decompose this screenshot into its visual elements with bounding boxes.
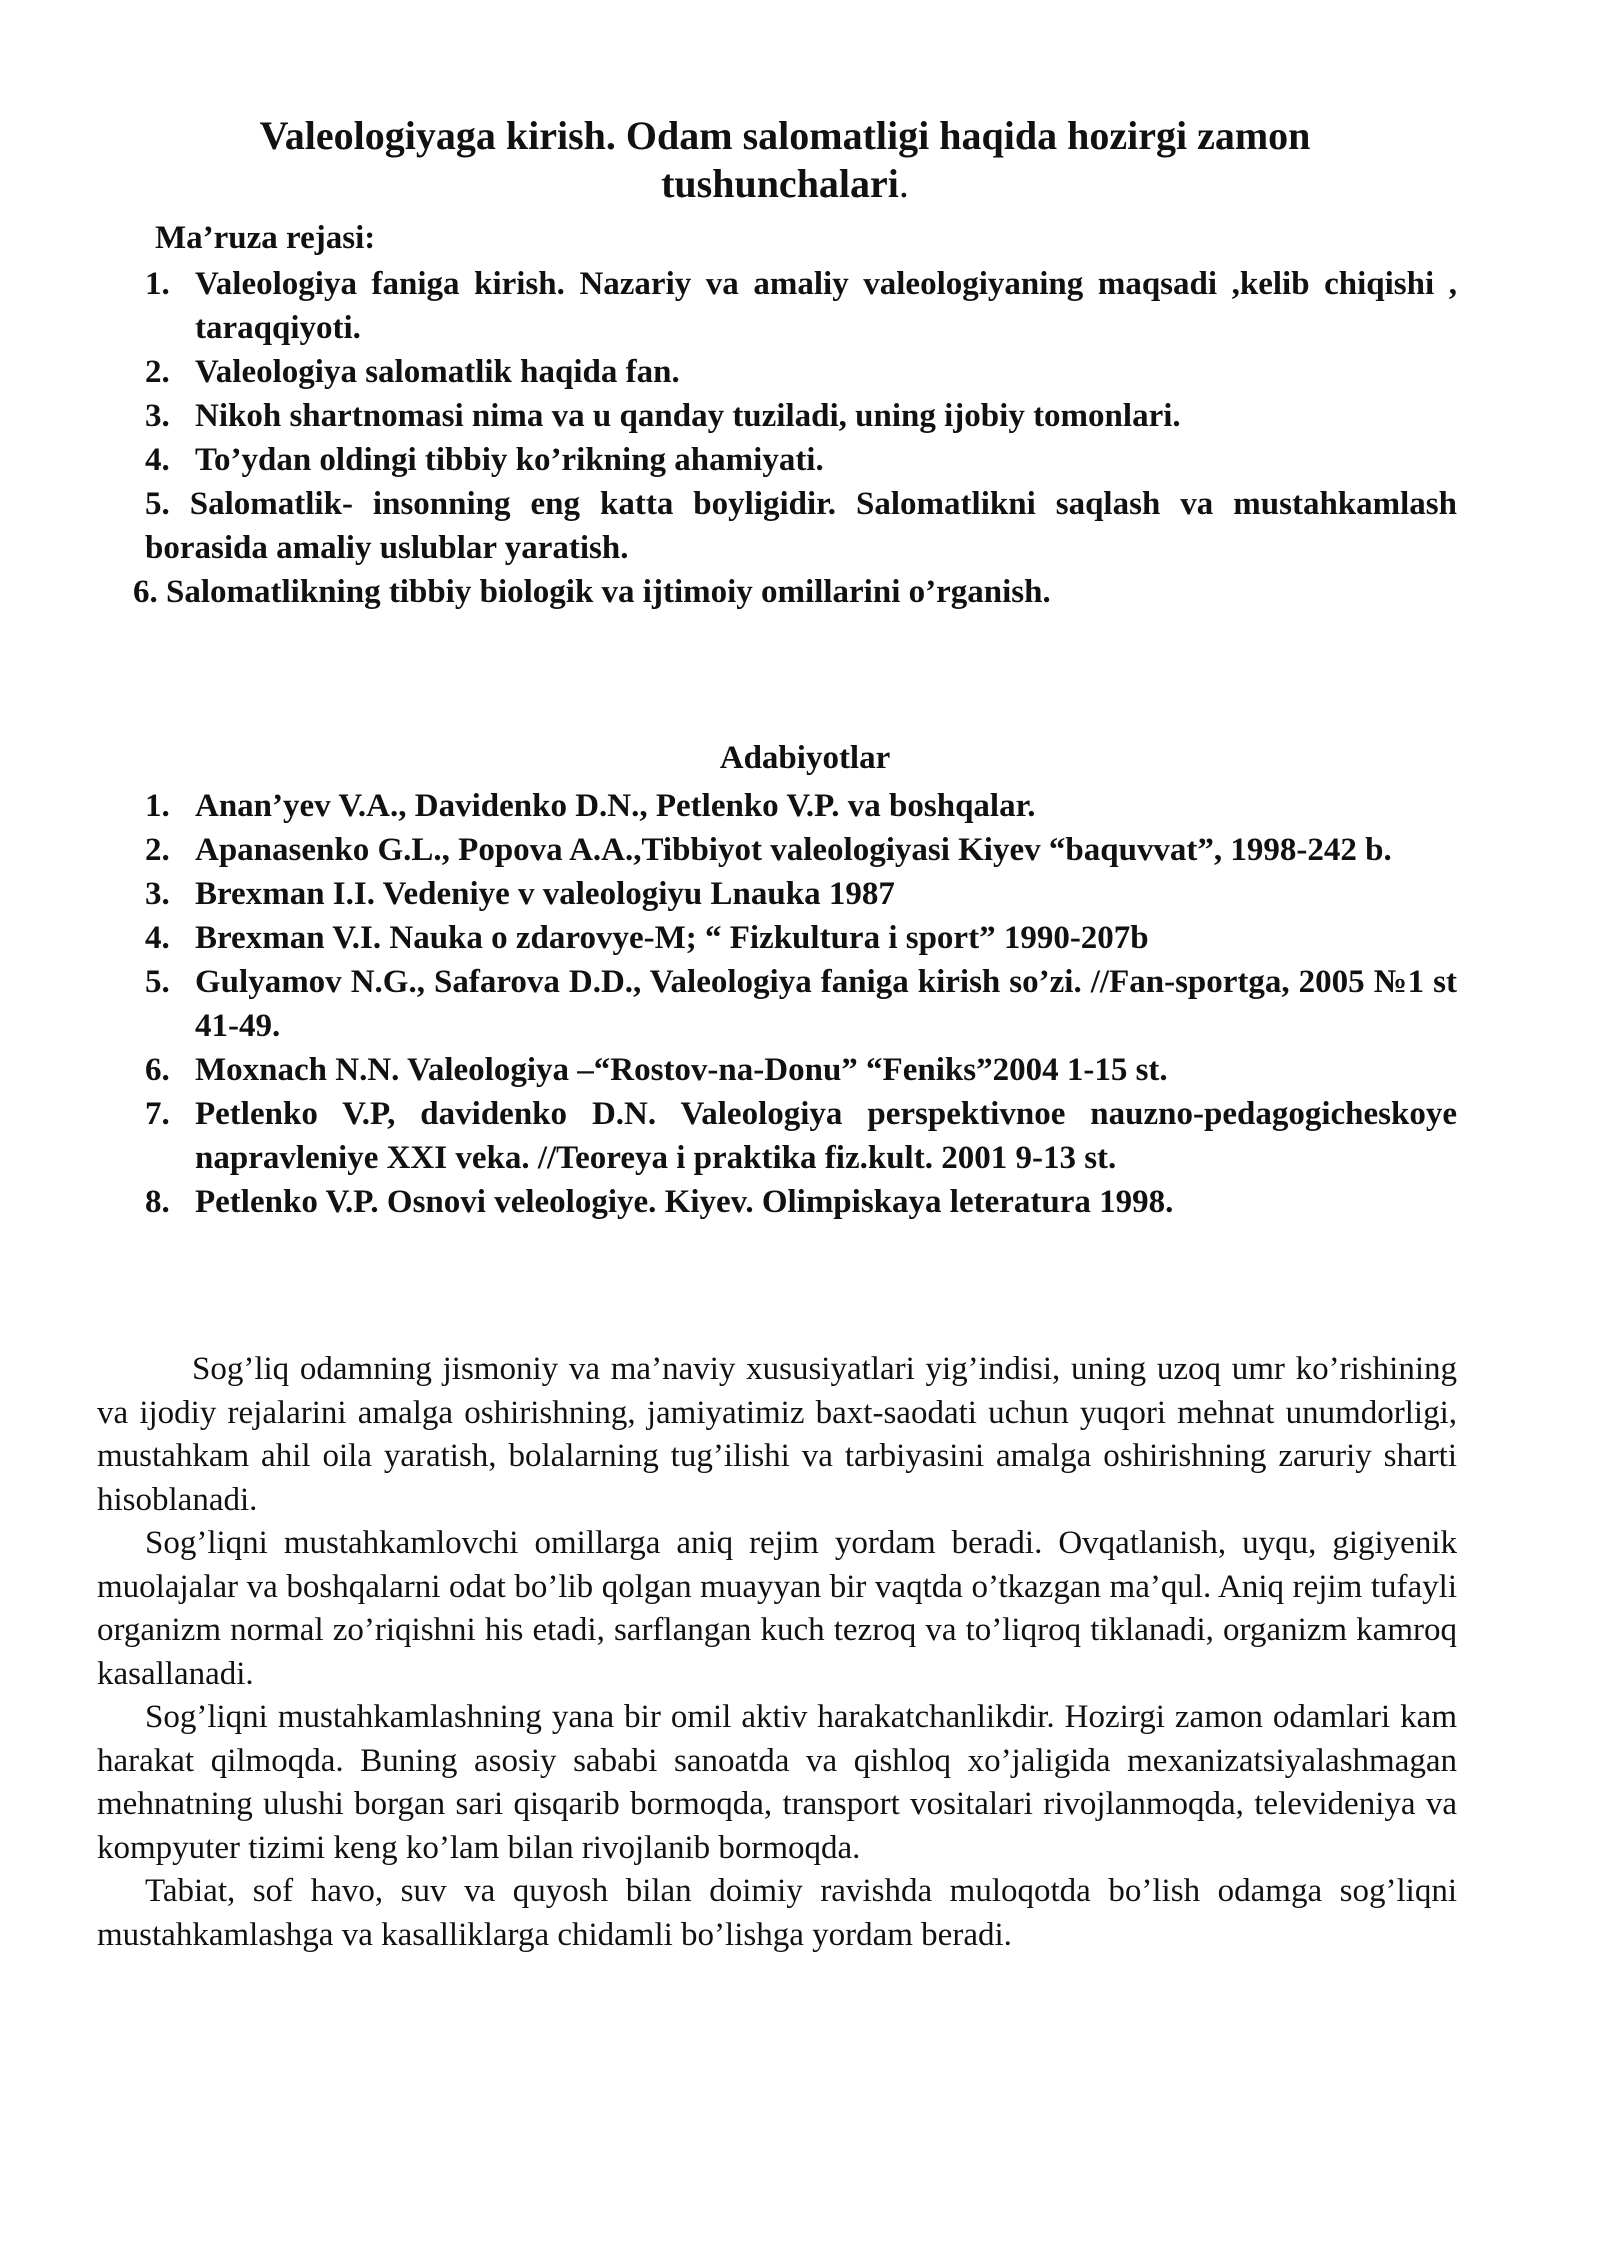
lecture-plan-heading: Ma’ruza rejasi: [155,220,376,256]
document-title [190,112,1380,208]
list-number: 4. [145,920,170,956]
list-number: 1. [145,266,170,302]
list-item [145,916,1457,960]
literature-heading: Adabiyotlar [719,740,891,776]
list-number: 7. [145,1096,170,1132]
list-item [133,570,1457,614]
list-item-text: To’ydan oldingi tibbiy ko’rikning ahamiyati. [195,442,824,478]
list-number: 1. [145,788,170,824]
body-text [97,1348,1457,1957]
list-item-text: Apanasenko G.L., Popova A.A.,Tibbiyot valeologiyasi Kiyev “baquvvat”, 1998-242 b. [195,832,1392,868]
literature-list [145,784,1457,1224]
lecture-plan-list [133,262,1458,614]
list-item [145,394,1457,438]
list-number: 3. [145,398,170,434]
list-item [145,350,1457,394]
list-item-text: Brexman I.I. Vedeniye v valeologiyu Lnauka 1987 [195,876,895,912]
list-item-text: Petlenko V.P, davidenko D.N. Valeologiya perspektivnoe nauzno-pedagogicheskoye napravleniye XXI veka. //Teoreya i praktika fiz.kult. 2001 9-13 st. [195,1096,1457,1176]
list-item [145,1180,1457,1224]
paragraph: Sog’liqni mustahkamlovchi omillarga aniq rejim yordam beradi. Ovqatlanish, uyqu, gigiyenik muolajalar va boshqalarni odat bo’lib qolgan muayyan bir vaqtda o’tkazgan ma’qul. Aniq rejim tufayli organizm normal zo’riqishni his etadi, sarflangan kuch tezroq va to’liqroq tiklanadi, organizm kamroq kasallanadi. [97,1525,1457,1692]
list-item [145,872,1457,916]
list-item-text: Nikoh shartnomasi nima va u qanday tuziladi, uning ijobiy tomonlari. [195,398,1181,434]
list-item-text: Moxnach N.N. Valeologiya –“Rostov-na-Donu” “Feniks”2004 1-15 st. [195,1052,1168,1088]
list-number: 6. [145,1052,170,1088]
list-number: 8. [145,1184,170,1220]
list-item-text: Anan’yev V.A., Davidenko D.N., Petlenko V.P. va boshqalar. [195,788,1036,824]
list-number: 5. [145,964,170,1000]
list-item [145,828,1457,872]
list-item-text: Petlenko V.P. Osnovi veleologiye. Kiyev. Olimpiskaya leteratura 1998. [195,1184,1174,1220]
list-item [145,1048,1457,1092]
list-item-text: Valeologiya salomatlik haqida fan. [195,354,680,390]
list-number: 2. [145,832,170,868]
list-number: 6. [133,574,158,610]
list-item-text: Valeologiya faniga kirish. Nazariy va amaliy valeologiyaning maqsadi ,kelib chiqishi , taraqqiyoti. [195,266,1457,346]
title-trailing-period: . [898,161,909,206]
list-item-text: Brexman V.I. Nauka o zdarovye-M; “ Fizkultura i sport” 1990-207b [195,920,1149,956]
list-item-text: Gulyamov N.G., Safarova D.D., Valeologiya faniga kirish so’zi. //Fan-sportga, 2005 №1 st 41-49. [195,964,1457,1044]
list-number: 3. [145,876,170,912]
list-number: 4. [145,442,170,478]
paragraph: Tabiat, sof havo, suv va quyosh bilan doimiy ravishda muloqotda bo’lish odamga sog’liqni mustahkamlashga va kasalliklarga chidamli bo’lishga yordam beradi. [97,1873,1457,1953]
list-item [145,960,1457,1048]
list-item-text: Salomatlikning tibbiy biologik va ijtimoiy omillarini o’rganish. [166,574,1051,610]
list-item [145,482,1457,570]
paragraph: Sog’liq odamning jismoniy va ma’naviy xususiyatlari yig’indisi, uning uzoq umr ko’rishining va ijodiy rejalarini amalga oshirishning, jamiyatimiz baxt-saodati uchun yuqori mehnat unumdorligi, mustahkam ahil oila yaratish, bolalarning tug’ilishi va tarbiyasini amalga oshirishning zaruriy sharti hisoblanadi. [97,1351,1457,1518]
list-number: 2. [145,354,170,390]
list-item [145,438,1457,482]
list-item-text: Salomatlik- insonning eng katta boyligidir. Salomatlikni saqlash va mustahkamlash borasida amaliy uslublar yaratish. [145,486,1458,566]
title-text: Valeologiyaga kirish. Odam salomatligi haqida hozirgi zamon tushunchalari [259,113,1311,206]
paragraph: Sog’liqni mustahkamlashning yana bir omil aktiv harakatchanlikdir. Hozirgi zamon odamlari kam harakat qilmoqda. Buning asosiy sababi sanoatda va qishloq xo’jaligida mexanizatsiyalashmagan mehnatning ulushi borgan sari qisqarib bormoqda, transport vositalari rivojlanmoqda, televideniya va kompyuter tizimi keng ko’lam bilan rivojlanib bormoqda. [97,1699,1457,1866]
list-number: 5. [145,486,170,522]
list-item [145,784,1457,828]
list-item [145,262,1457,350]
list-item [145,1092,1457,1180]
